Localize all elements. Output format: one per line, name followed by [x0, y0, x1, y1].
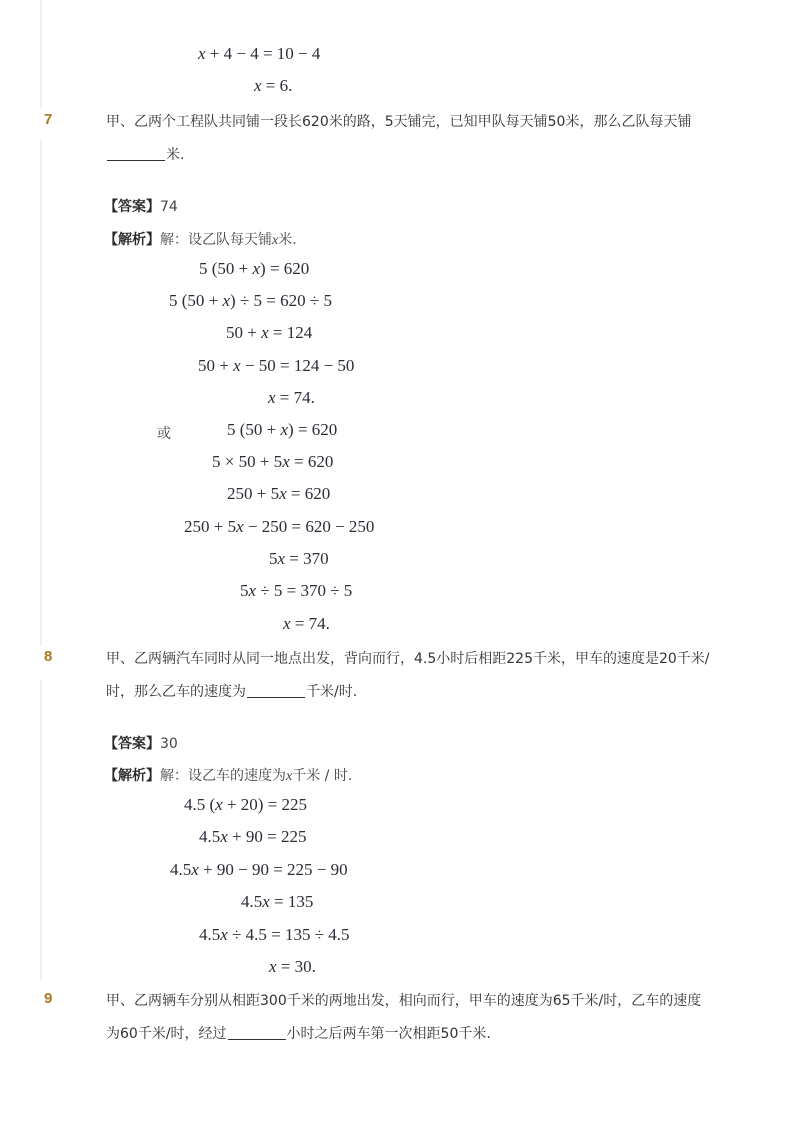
answer-blank [247, 683, 305, 698]
equation: x + 4 − 4 = 10 − 4 [198, 44, 321, 63]
margin-guide [40, 0, 42, 108]
question-text: 甲、乙两个工程队共同铺一段长620米的路，5天铺完，已知甲队每天铺50米，那么乙队每天铺 [106, 114, 692, 130]
question-number: 7 [44, 111, 53, 128]
or-label: 或 [157, 426, 171, 442]
equation: 250 + 5x = 620 [227, 484, 331, 503]
equation: x = 30. [269, 957, 316, 976]
question-text: 甲、乙两辆车分别从相距300千米的两地出发，相向而行，甲车的速度为65千米/时，乙车的速度 [106, 993, 702, 1009]
equation: 4.5x ÷ 4.5 = 135 ÷ 4.5 [199, 925, 350, 944]
analysis-line: 【解析】解：设乙队每天铺x米. [104, 232, 297, 248]
question-text: 为60千米/时，经过 小时之后两车第一次相距50千米. [106, 1026, 491, 1042]
question-number: 9 [44, 990, 53, 1007]
equation: x = 6. [254, 76, 293, 95]
question-text: 时，那么乙车的速度为 千米/时. [106, 684, 358, 700]
equation: 5x ÷ 5 = 370 ÷ 5 [240, 581, 353, 600]
equation: 5 (50 + x) = 620 [227, 420, 338, 439]
analysis-line: 【解析】解：设乙车的速度为x千米 / 时. [104, 768, 353, 784]
question-text: 甲、乙两辆汽车同时从同一地点出发，背向而行，4.5小时后相距225千米，甲车的速度是20千米/ [106, 651, 710, 667]
equation: 4.5x + 90 − 90 = 225 − 90 [170, 860, 348, 879]
equation: x = 74. [283, 614, 330, 633]
equation: 4.5x = 135 [241, 892, 314, 911]
equation: 50 + x = 124 [226, 323, 313, 342]
answer-blank [107, 146, 165, 161]
answer-blank [228, 1025, 286, 1040]
equation: 4.5x + 90 = 225 [199, 827, 307, 846]
equation: 50 + x − 50 = 124 − 50 [198, 356, 355, 375]
equation: x = 74. [268, 388, 315, 407]
question-text: 米. [106, 144, 184, 164]
equation: 5 (50 + x) ÷ 5 = 620 ÷ 5 [169, 291, 332, 310]
equation: 250 + 5x − 250 = 620 − 250 [184, 517, 375, 536]
equation: 4.5 (x + 20) = 225 [184, 795, 308, 814]
equation: 5x = 370 [269, 549, 329, 568]
answer-line: 【答案】30 [104, 736, 178, 752]
question-number: 8 [44, 648, 53, 665]
equation: 5 (50 + x) = 620 [199, 259, 310, 278]
margin-guide [40, 140, 42, 645]
equation: 5 × 50 + 5x = 620 [212, 452, 334, 471]
margin-guide [40, 680, 42, 980]
answer-line: 【答案】74 [104, 199, 178, 215]
